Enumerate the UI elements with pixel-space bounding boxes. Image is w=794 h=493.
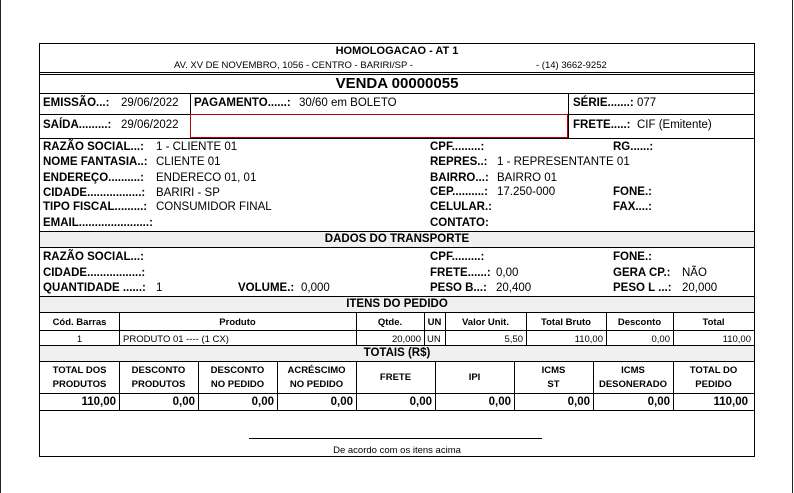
totais-icms-deson-label: ICMS DESONERADO	[598, 365, 668, 390]
tipo-fiscal-label: TIPO FISCAL.........:	[43, 201, 148, 213]
transp-razao-label: RAZÃO SOCIAL...:	[43, 251, 144, 263]
col-valor-unit: Valor Unit.	[462, 317, 509, 328]
fone-label: FONE.:	[613, 186, 652, 198]
transp-gera-label: GERA CP.:	[613, 267, 671, 279]
totais-desc-pedido-value: 0,00	[251, 396, 274, 408]
email-label: EMAIL......................:	[43, 217, 153, 229]
left-edge	[0, 0, 1, 493]
transp-gera-value: NÃO	[682, 267, 707, 279]
totais-produtos-label: TOTAL DOS PRODUTOS	[52, 365, 107, 390]
company-name: HOMOLOGACAO - AT 1	[335, 45, 459, 57]
empty-field-highlight	[190, 114, 568, 138]
bairro-value: BAIRRO 01	[497, 172, 558, 184]
transp-cpf-label: CPF.........:	[430, 251, 485, 263]
itens-title: ITENS DO PEDIDO	[346, 298, 448, 310]
bairro-label: BAIRRO...:	[430, 172, 489, 184]
row-desconto: 0,00	[651, 334, 670, 345]
frete-label: FRETE.....:	[573, 119, 631, 131]
company-phone: - (14) 3662-9252	[536, 60, 607, 71]
totais-acrescimo-value: 0,00	[330, 396, 353, 408]
repres-value: 1 - REPRESENTANTE 01	[497, 156, 630, 168]
totais-ipi-label: IPI	[468, 372, 481, 383]
transp-cidade-label: CIDADE.................:	[43, 267, 146, 279]
col-un: UN	[427, 317, 442, 328]
endereco-value: ENDERECO 01, 01	[156, 172, 257, 184]
transp-volume-value: 0,000	[301, 282, 330, 294]
serie-value: 077	[637, 97, 657, 109]
tipo-fiscal-value: CONSUMIDOR FINAL	[156, 201, 272, 213]
right-edge	[792, 0, 793, 493]
totais-desc-produtos-label: DESCONTO PRODUTOS	[131, 365, 186, 390]
row-valor-unit: 5,50	[504, 334, 523, 345]
totais-frete-value: 0,00	[409, 396, 432, 408]
endereco-label: ENDEREÇO..........:	[43, 172, 144, 184]
cpf-label: CPF.........:	[430, 141, 485, 153]
totais-pedido-label: TOTAL DO PEDIDO	[689, 365, 738, 390]
transp-quantidade-value: 1	[156, 282, 163, 294]
totais-desc-produtos-value: 0,00	[172, 396, 195, 408]
emissao-label: EMISSÃO...:	[43, 97, 110, 109]
totais-ipi-value: 0,00	[488, 396, 511, 408]
fax-label: FAX....:	[613, 201, 652, 213]
fantasia-label: NOME FANTASIA..:	[43, 156, 148, 168]
transp-volume-label: VOLUME.:	[238, 282, 295, 294]
transp-pesol-label: PESO L ...:	[613, 282, 672, 294]
row-total-bruto: 110,00	[574, 334, 603, 345]
razao-label: RAZÃO SOCIAL...:	[43, 141, 144, 153]
totais-acrescimo-label: ACRÉSCIMO NO PEDIDO	[287, 365, 346, 390]
row-cod-barras: 1	[76, 334, 83, 345]
pagamento-label: PAGAMENTO......:	[194, 97, 291, 109]
row-qtde: 20,000	[391, 334, 421, 345]
totais-icms-deson-value: 0,00	[647, 396, 670, 408]
celular-label: CELULAR.:	[430, 201, 492, 213]
row-total: 110,00	[722, 334, 751, 345]
frete-value: CIF (Emitente)	[637, 119, 712, 131]
col-qtde: Qtde.	[377, 317, 403, 328]
rg-label: RG......:	[613, 141, 654, 153]
emissao-value: 29/06/2022	[121, 97, 179, 109]
document-title: VENDA 00000055	[335, 75, 459, 92]
row-un: UN	[427, 334, 441, 345]
company-address: AV. XV DE NOVEMBRO, 1056 - CENTRO - BARIRI/SP -	[174, 60, 413, 71]
fantasia-value: CLIENTE 01	[156, 156, 221, 168]
col-cod-barras: Cód. Barras	[52, 317, 107, 328]
cep-label: CEP..........:	[430, 186, 488, 198]
totais-frete-label: FRETE	[379, 372, 412, 383]
transp-frete-label: FRETE......:	[430, 267, 491, 279]
totais-produtos-value: 110,00	[81, 396, 116, 408]
serie-label: SÉRIE.......:	[573, 97, 634, 109]
pagamento-value: 30/60 em BOLETO	[299, 97, 397, 109]
transp-fone-label: FONE.:	[613, 251, 652, 263]
col-total: Total	[702, 317, 725, 328]
row-produto: PRODUTO 01 ---- (1 CX)	[123, 334, 229, 345]
saida-label: SAÍDA.........:	[43, 119, 112, 131]
totais-pedido-value: 110,00	[713, 396, 748, 408]
transporte-title: DADOS DO TRANSPORTE	[324, 233, 470, 245]
cidade-value: BARIRI - SP	[156, 187, 220, 199]
razao-value: 1 - CLIENTE 01	[156, 141, 238, 153]
cep-value: 17.250-000	[497, 186, 556, 198]
col-total-bruto: Total Bruto	[541, 317, 591, 328]
transp-pesol-value: 20,000	[682, 282, 718, 294]
signature-caption: De acordo com os itens acima	[333, 445, 461, 456]
totais-desc-pedido-label: DESCONTO NO PEDIDO	[210, 365, 265, 390]
transp-pesob-value: 20,400	[496, 282, 532, 294]
saida-value: 29/06/2022	[121, 119, 179, 131]
contato-label: CONTATO:	[430, 217, 489, 229]
transp-quantidade-label: QUANTIDADE ......:	[43, 282, 146, 294]
totais-title: TOTAIS (R$)	[363, 347, 431, 359]
transp-frete-value: 0,00	[496, 267, 519, 279]
signature-line	[249, 438, 542, 439]
col-produto: Produto	[219, 317, 256, 328]
repres-label: REPRES..:	[430, 156, 488, 168]
totais-icms-st-label: ICMS ST	[541, 365, 566, 390]
transp-pesob-label: PESO B...:	[430, 282, 487, 294]
sales-document	[39, 43, 755, 457]
col-desconto: Desconto	[617, 317, 662, 328]
cidade-label: CIDADE.................:	[43, 187, 146, 199]
totais-icms-st-value: 0,00	[567, 396, 590, 408]
